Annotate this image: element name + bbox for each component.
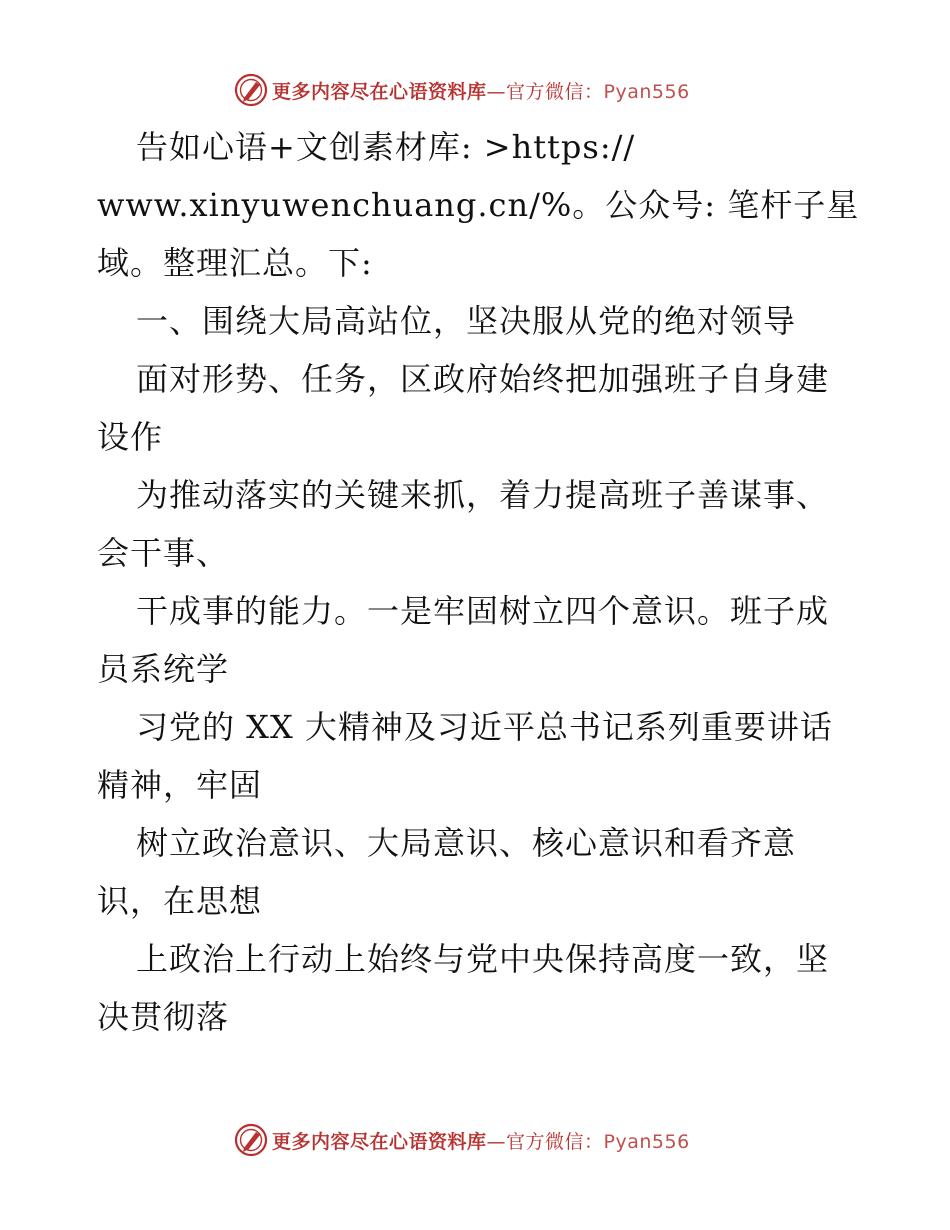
watermark-brand: 更多内容尽在心语资料库 xyxy=(272,1130,487,1153)
text-line: 会干事、 xyxy=(97,534,230,572)
watermark-dash: — xyxy=(486,80,507,103)
text-line: 树立政治意识、大局意识、核心意识和看齐意 xyxy=(136,824,797,862)
watermark-dash: — xyxy=(486,1130,507,1153)
watermark-official: 官方微信： xyxy=(506,80,604,103)
text-line: 为推动落实的关键来抓，着力提高班子善谋事、 xyxy=(136,476,830,514)
pen-logo-icon xyxy=(234,73,268,107)
text-line: 决贯彻落 xyxy=(97,998,230,1036)
pen-logo-icon xyxy=(234,1123,268,1157)
text-line: 干成事的能力。一是牢固树立四个意识。班子成 xyxy=(136,592,830,630)
text-line: 识，在思想 xyxy=(97,882,263,920)
text-line: www.xinyuwenchuang.cn/%。公众号: 笔杆子星 xyxy=(97,186,860,224)
text-line: 上政治上行动上始终与党中央保持高度一致，坚 xyxy=(136,940,830,978)
watermark-wechat-id: Pyan556 xyxy=(603,80,690,103)
text-line: 习党的 XX 大精神及习近平总书记系列重要讲话 xyxy=(136,708,833,746)
watermark-text xyxy=(272,1127,690,1154)
watermark-official: 官方微信： xyxy=(506,1130,604,1153)
watermark-text xyxy=(272,77,690,104)
header-watermark xyxy=(234,70,690,110)
text-line: 域。整理汇总。下: xyxy=(97,244,373,282)
text-line: 员系统学 xyxy=(97,650,230,688)
text-line: 一、围绕大局高站位，坚决服从党的绝对领导 xyxy=(136,302,797,340)
text-line: 设作 xyxy=(97,418,164,456)
text-line: 精神，牢固 xyxy=(97,766,263,804)
text-line: 面对形势、任务，区政府始终把加强班子自身建 xyxy=(136,360,830,398)
watermark-wechat-id: Pyan556 xyxy=(603,1130,690,1153)
watermark-brand: 更多内容尽在心语资料库 xyxy=(272,80,487,103)
text-line: 告如心语+文创素材库: >https:// xyxy=(136,128,636,166)
footer-watermark xyxy=(234,1120,690,1160)
